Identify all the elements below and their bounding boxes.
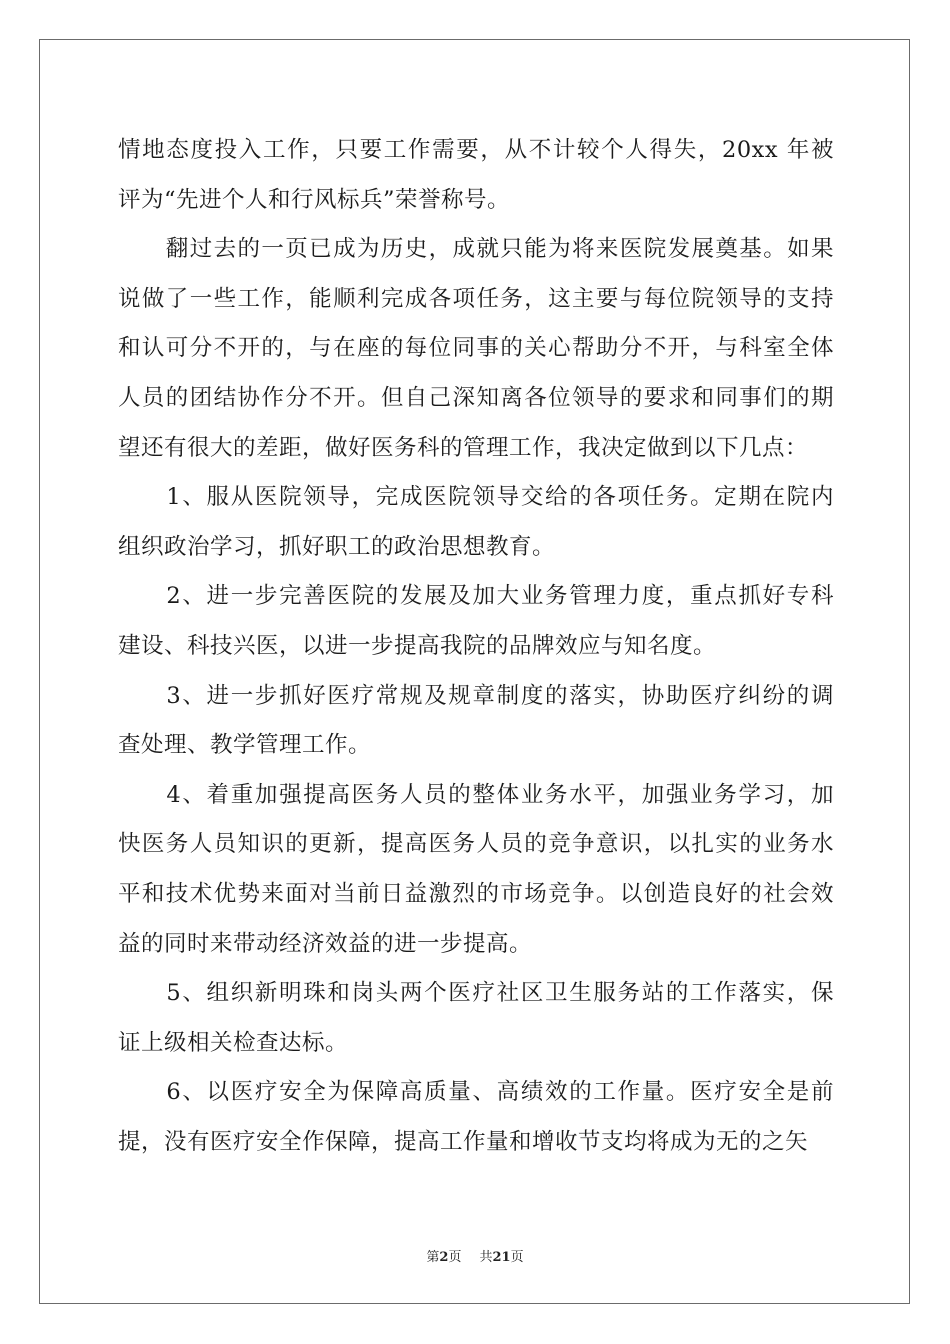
paragraph: [118, 225, 834, 473]
paragraph: [118, 473, 834, 572]
text-line: 证上级相关检查达标。: [118, 1029, 349, 1056]
footer-page-suffix: 页: [448, 1250, 462, 1265]
text-line: 建设、科技兴医，以进一步提高我院的品牌效应与知名度。: [118, 632, 717, 659]
footer-prefix: 第: [426, 1250, 440, 1265]
page-footer: [0, 1246, 950, 1265]
text-line: 平和技术优势来面对当前日益激烈的市场竞争。以创造良好的社会效: [118, 880, 834, 907]
paragraph: [118, 771, 834, 969]
text-line: 情地态度投入工作，只要工作需要，从不计较个人得失，20xx 年被: [118, 137, 834, 163]
text-line: 评为“先进个人和行风标兵”荣誉称号。: [118, 186, 511, 213]
document-body: [118, 126, 834, 1167]
text-line: 益的同时来带动经济效益的进一步提高。: [118, 930, 533, 957]
text-line: 说做了一些工作，能顺利完成各项任务，这主要与每位院领导的支持: [118, 285, 834, 312]
text-line: 1、服从医院领导，完成医院领导交给的各项任务。定期在院内: [118, 484, 834, 511]
paragraph: [118, 969, 834, 1068]
text-line: 提，没有医疗安全作保障，提高工作量和增收节支均将成为无的之矢: [118, 1128, 809, 1155]
footer-total-pages: 21: [492, 1250, 511, 1265]
text-line: 6、以医疗安全为保障高质量、高绩效的工作量。医疗安全是前: [118, 1079, 834, 1106]
text-line: 3、进一步抓好医疗常规及规章制度的落实，协助医疗纠纷的调: [118, 682, 834, 709]
paragraph: [118, 672, 834, 771]
text-line: 4、着重加强提高医务人员的整体业务水平，加强业务学习，加: [118, 781, 834, 808]
paragraph: [118, 572, 834, 671]
text-line: 和认可分不开的，与在座的每位同事的关心帮助分不开，与科室全体: [118, 335, 834, 362]
text-line: 查处理、教学管理工作。: [118, 732, 372, 759]
text-line: 人员的团结协作分不开。但自己深知离各位领导的要求和同事们的期: [118, 384, 834, 411]
text-line: 2、进一步完善医院的发展及加大业务管理力度，重点抓好专科: [118, 583, 834, 610]
text-line: 快医务人员知识的更新，提高医务人员的竞争意识，以扎实的业务水: [118, 831, 834, 858]
text-line: 组织政治学习，抓好职工的政治思想教育。: [118, 533, 556, 560]
footer-total-suffix: 页: [510, 1250, 524, 1265]
paragraph: [118, 1068, 834, 1167]
text-line: 翻过去的一页已成为历史，成就只能为将来医院发展奠基。如果: [118, 236, 834, 263]
paragraph: [118, 126, 834, 225]
footer-page-number: 2: [439, 1250, 449, 1265]
footer-total-prefix: 共: [479, 1250, 493, 1265]
text-line: 5、组织新明珠和岗头两个医疗社区卫生服务站的工作落实，保: [118, 980, 834, 1007]
text-line: 望还有很大的差距，做好医务科的管理工作，我决定做到以下几点：: [118, 434, 809, 461]
